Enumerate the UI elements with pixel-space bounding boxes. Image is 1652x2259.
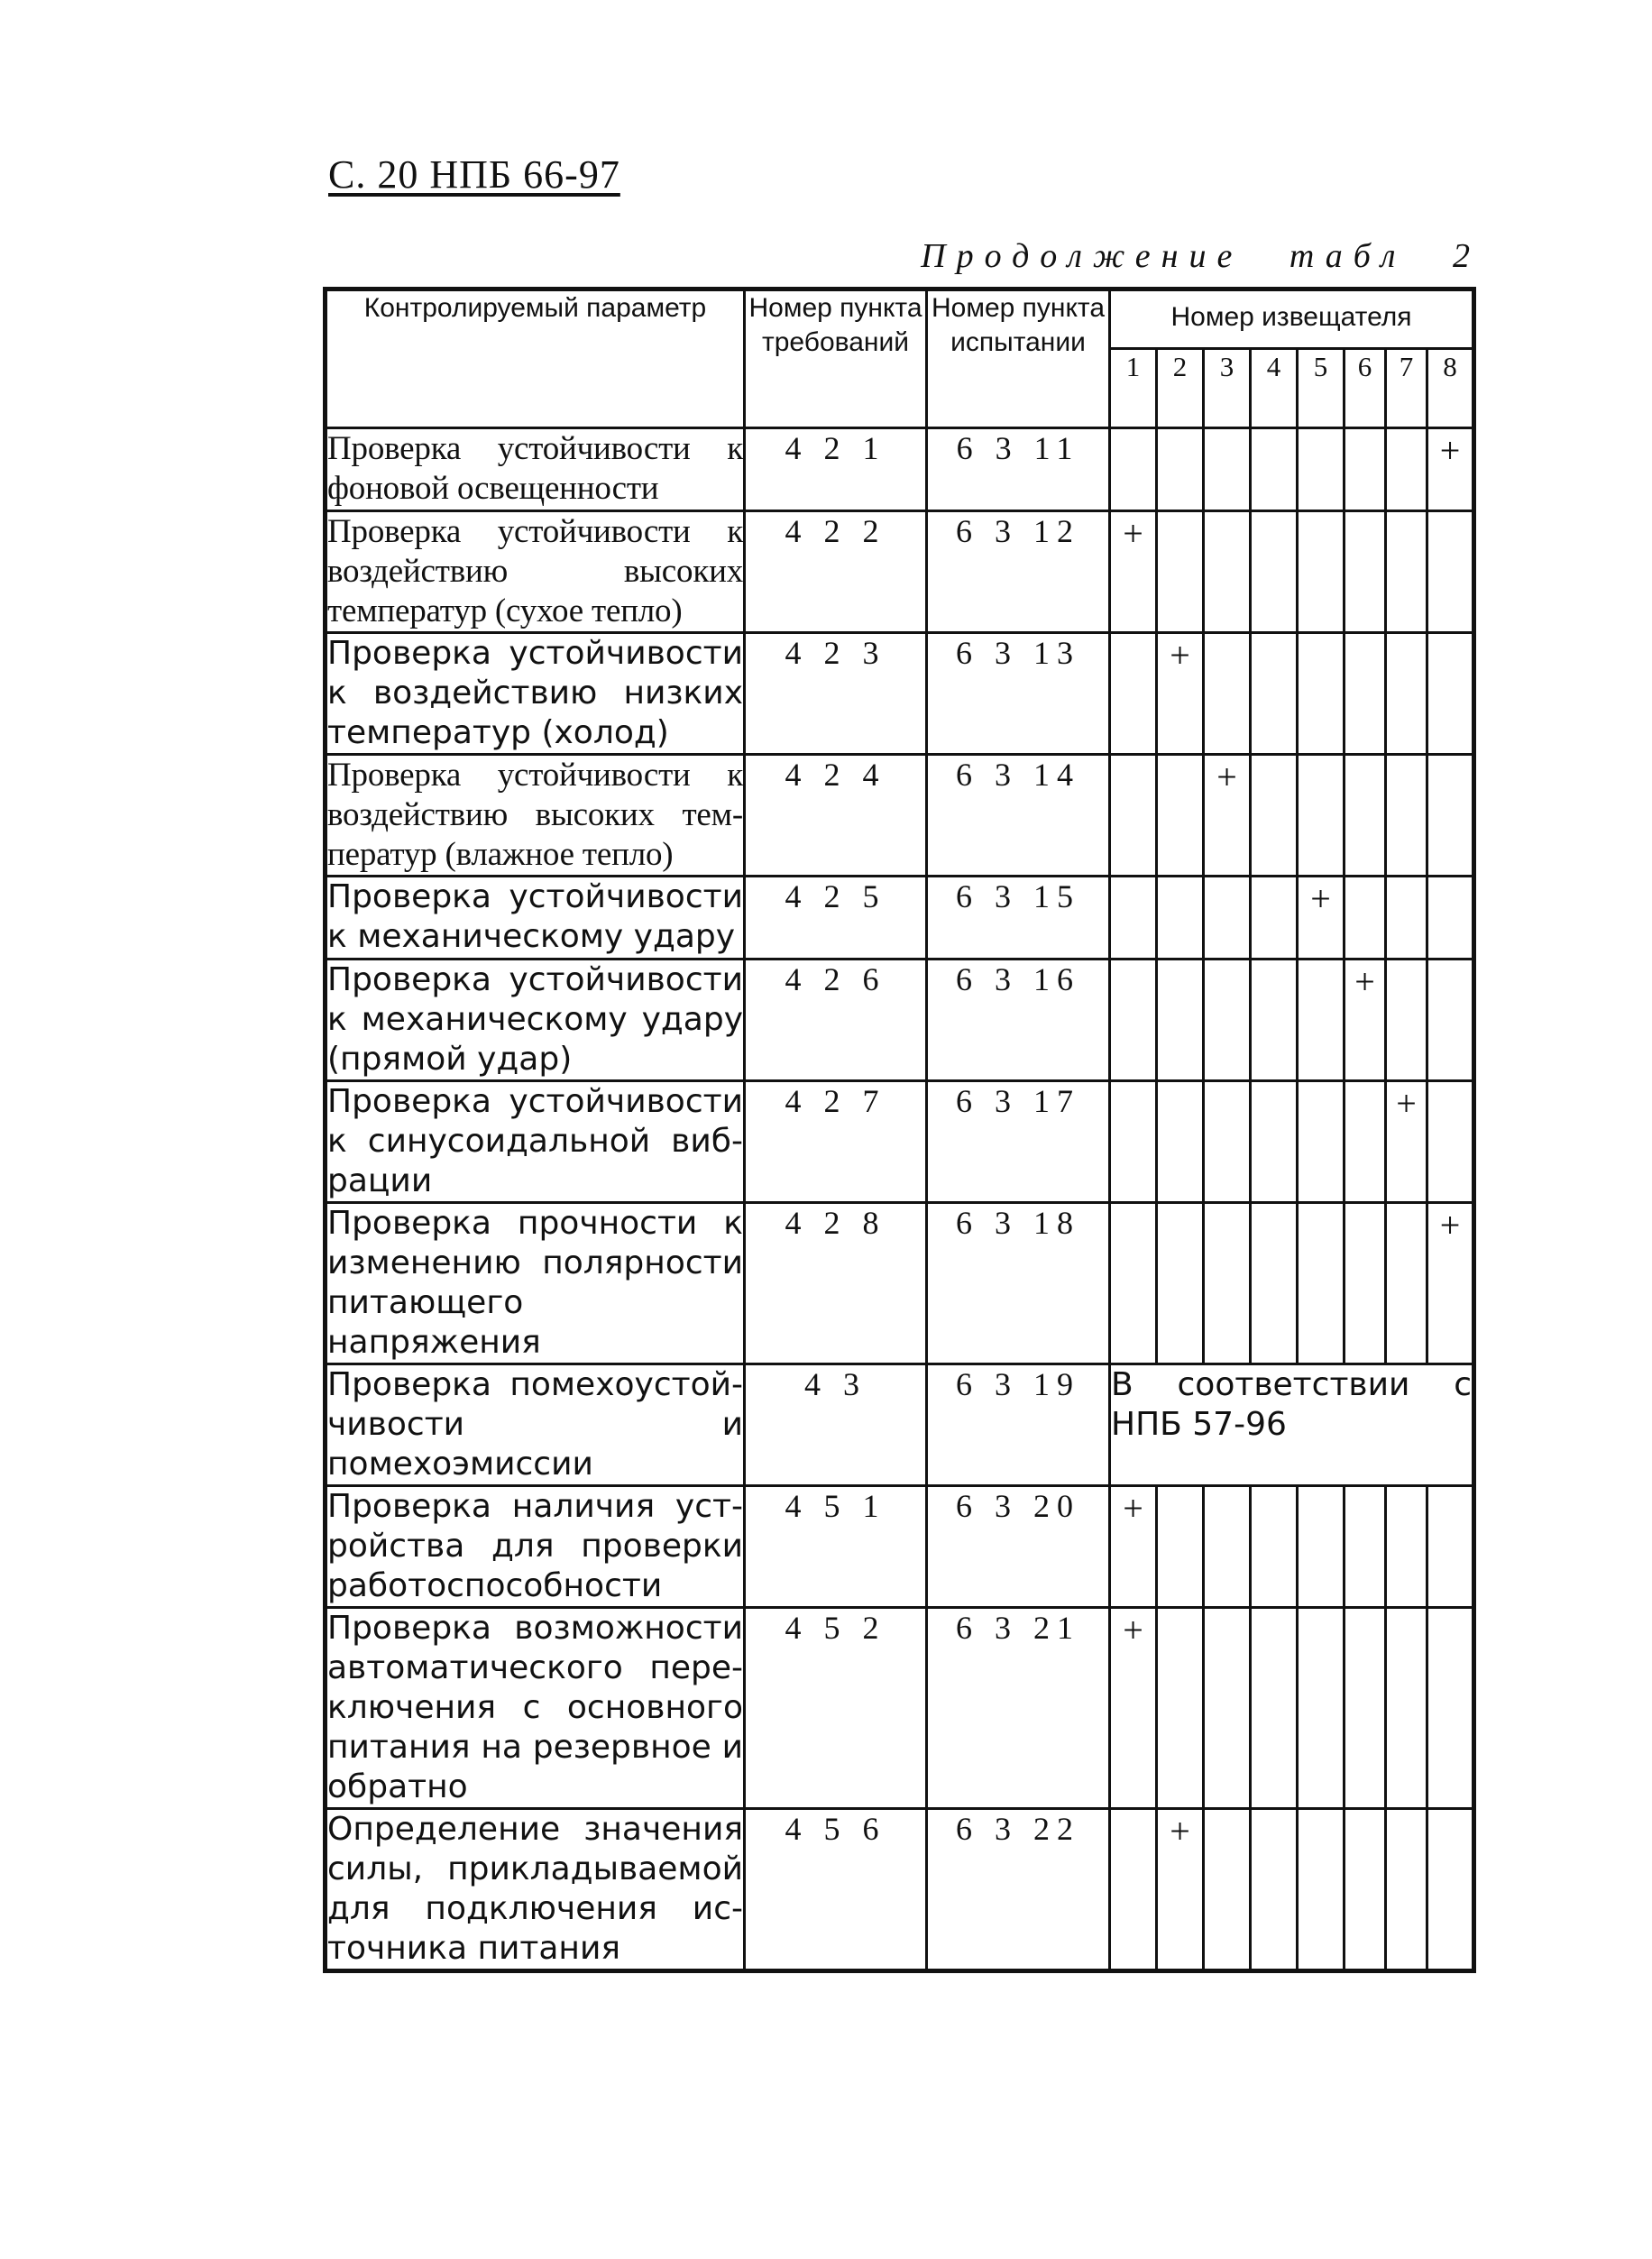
detector-5-mark: [1298, 1203, 1345, 1364]
parameter-cell: Проверка помехоустой-чивости и помехоэмиссии: [326, 1364, 745, 1486]
detector-8-mark: +: [1427, 1203, 1474, 1364]
detector-3-mark: [1204, 511, 1251, 633]
header-parameter: Контролируемый параметр: [326, 289, 745, 428]
detector-1-mark: +: [1110, 1608, 1157, 1809]
table-caption: Продолжение табл 2: [921, 237, 1481, 275]
requirement-item-cell: 4 3: [745, 1364, 927, 1486]
detector-6-mark: [1345, 1081, 1386, 1203]
detector-6-mark: [1345, 1809, 1386, 1971]
detector-5-mark: [1298, 1809, 1345, 1971]
test-item-cell: 6 3 22: [927, 1809, 1110, 1971]
requirement-item-cell: 4 2 8: [745, 1203, 927, 1364]
detector-8-mark: [1427, 1081, 1474, 1203]
parameter-cell: Проверка устойчивости к воздействию низких температур (холод): [326, 633, 745, 755]
detector-1-mark: +: [1110, 511, 1157, 633]
detector-5-mark: [1298, 755, 1345, 877]
detector-4-mark: [1251, 633, 1298, 755]
detector-2-mark: [1157, 1203, 1204, 1364]
detector-3-mark: [1204, 1809, 1251, 1971]
test-item-cell: 6 3 12: [927, 511, 1110, 633]
test-item-cell: 6 3 20: [927, 1486, 1110, 1608]
header-detector-8: 8: [1427, 349, 1474, 428]
detector-3-mark: [1204, 1203, 1251, 1364]
detector-1-mark: [1110, 877, 1157, 960]
detector-7-mark: [1386, 511, 1427, 633]
test-item-cell: 6 3 14: [927, 755, 1110, 877]
detector-4-mark: [1251, 960, 1298, 1081]
detector-7-mark: +: [1386, 1081, 1427, 1203]
test-item-cell: 6 3 11: [927, 428, 1110, 511]
detector-6-mark: [1345, 633, 1386, 755]
detector-5-mark: [1298, 1608, 1345, 1809]
detector-6-mark: [1345, 428, 1386, 511]
detector-8-mark: [1427, 960, 1474, 1081]
detector-2-mark: [1157, 1486, 1204, 1608]
page-header: С. 20 НПБ 66-97: [328, 152, 620, 197]
detector-8-mark: +: [1427, 428, 1474, 511]
table-row: [326, 633, 1474, 755]
test-item-cell: 6 3 19: [927, 1364, 1110, 1486]
detector-2-mark: +: [1157, 1809, 1204, 1971]
parameter-cell: Проверка возможности автоматического пере-ключения с основного питания на резервное и обратно: [326, 1608, 745, 1809]
detector-2-mark: [1157, 755, 1204, 877]
test-item-cell: 6 3 17: [927, 1081, 1110, 1203]
detector-3-mark: [1204, 1486, 1251, 1608]
detector-4-mark: [1251, 428, 1298, 511]
detector-7-mark: [1386, 1486, 1427, 1608]
detector-8-mark: [1427, 633, 1474, 755]
detector-5-mark: [1298, 428, 1345, 511]
table-row: [326, 1608, 1474, 1809]
detector-3-mark: [1204, 960, 1251, 1081]
table-row: [326, 428, 1474, 511]
detector-4-mark: [1251, 877, 1298, 960]
table-row: [326, 1364, 1474, 1486]
detector-7-mark: [1386, 877, 1427, 960]
requirement-item-cell: 4 5 6: [745, 1809, 927, 1971]
test-item-cell: 6 3 18: [927, 1203, 1110, 1364]
header-detector-1: 1: [1110, 349, 1157, 428]
detector-5-mark: [1298, 960, 1345, 1081]
detector-6-mark: [1345, 1486, 1386, 1608]
requirement-item-cell: 4 2 4: [745, 755, 927, 877]
detector-6-mark: [1345, 511, 1386, 633]
parameter-cell: Проверка устойчивости к механическому удару (прямой удар): [326, 960, 745, 1081]
requirement-item-cell: 4 2 6: [745, 960, 927, 1081]
header-detector-7: 7: [1386, 349, 1427, 428]
note-word: соответствии: [1177, 1366, 1410, 1403]
detector-5-mark: [1298, 633, 1345, 755]
detector-2-mark: [1157, 428, 1204, 511]
detector-3-mark: [1204, 1608, 1251, 1809]
detector-4-mark: [1251, 511, 1298, 633]
detector-1-mark: [1110, 1809, 1157, 1971]
table-row: [326, 877, 1474, 960]
detector-1-mark: [1110, 960, 1157, 1081]
table-row: [326, 1809, 1474, 1971]
table-row: [326, 511, 1474, 633]
detector-2-mark: [1157, 960, 1204, 1081]
requirement-item-cell: 4 5 2: [745, 1608, 927, 1809]
table-row: [326, 755, 1474, 877]
parameter-cell: Проверка прочности к изменению полярности питающего напряжения: [326, 1203, 745, 1364]
detector-7-mark: [1386, 960, 1427, 1081]
requirement-item-cell: 4 2 2: [745, 511, 927, 633]
header-detector-2: 2: [1157, 349, 1204, 428]
detector-6-mark: [1345, 1203, 1386, 1364]
header-detector-group: Номер извещателя: [1110, 289, 1474, 349]
parameter-cell: Определение значения силы, прикладываемой для подключения ис-точника питания: [326, 1809, 745, 1971]
header-detector-5: 5: [1298, 349, 1345, 428]
detector-1-mark: +: [1110, 1486, 1157, 1608]
parameter-cell: Проверка устойчивости к механическому удару: [326, 877, 745, 960]
parameter-cell: Проверка устойчивости к фоновой освещенности: [326, 428, 745, 511]
detector-1-mark: [1110, 1203, 1157, 1364]
parameter-cell: Проверка наличия уст-ройства для проверки работоспособности: [326, 1486, 745, 1608]
detector-5-mark: +: [1298, 877, 1345, 960]
requirements-table: [323, 287, 1476, 1973]
detector-2-mark: [1157, 1608, 1204, 1809]
detector-8-mark: [1427, 877, 1474, 960]
parameter-cell: Проверка устойчивости к синусоидальной виб-рации: [326, 1081, 745, 1203]
detector-7-mark: [1386, 1809, 1427, 1971]
detector-7-mark: [1386, 1203, 1427, 1364]
note-standard-ref: НПБ 57-96: [1111, 1406, 1287, 1443]
requirement-item-cell: 4 2 7: [745, 1081, 927, 1203]
detector-3-mark: [1204, 1081, 1251, 1203]
compliance-note: [1110, 1364, 1474, 1486]
test-item-cell: 6 3 21: [927, 1608, 1110, 1809]
detector-8-mark: [1427, 1486, 1474, 1608]
table-row: [326, 960, 1474, 1081]
detector-7-mark: [1386, 633, 1427, 755]
detector-1-mark: [1110, 633, 1157, 755]
table-row: [326, 1081, 1474, 1203]
detector-8-mark: [1427, 1809, 1474, 1971]
detector-7-mark: [1386, 428, 1427, 511]
header-test-item: Номер пункта испытании: [927, 289, 1110, 428]
detector-6-mark: +: [1345, 960, 1386, 1081]
detector-7-mark: [1386, 755, 1427, 877]
detector-3-mark: [1204, 633, 1251, 755]
detector-2-mark: [1157, 511, 1204, 633]
detector-6-mark: [1345, 755, 1386, 877]
detector-2-mark: +: [1157, 633, 1204, 755]
test-item-cell: 6 3 15: [927, 877, 1110, 960]
detector-2-mark: [1157, 1081, 1204, 1203]
detector-1-mark: [1110, 428, 1157, 511]
requirement-item-cell: 4 2 5: [745, 877, 927, 960]
detector-4-mark: [1251, 1081, 1298, 1203]
detector-1-mark: [1110, 1081, 1157, 1203]
note-word: с: [1454, 1366, 1473, 1403]
parameter-cell: Проверка устойчивости к воздействию высоких температур (сухое тепло): [326, 511, 745, 633]
detector-1-mark: [1110, 755, 1157, 877]
detector-6-mark: [1345, 877, 1386, 960]
test-item-cell: 6 3 13: [927, 633, 1110, 755]
requirement-item-cell: 4 5 1: [745, 1486, 927, 1608]
detector-6-mark: [1345, 1608, 1386, 1809]
detector-3-mark: [1204, 877, 1251, 960]
table-row: [326, 1486, 1474, 1608]
header-detector-6: 6: [1345, 349, 1386, 428]
note-word: В: [1111, 1366, 1133, 1403]
parameter-cell: Проверка устойчивости к воздействию высоких тем-ператур (влажное тепло): [326, 755, 745, 877]
test-item-cell: 6 3 16: [927, 960, 1110, 1081]
detector-5-mark: [1298, 1081, 1345, 1203]
detector-8-mark: [1427, 511, 1474, 633]
detector-4-mark: [1251, 1203, 1298, 1364]
detector-8-mark: [1427, 755, 1474, 877]
detector-3-mark: [1204, 428, 1251, 511]
header-detector-4: 4: [1251, 349, 1298, 428]
detector-3-mark: +: [1204, 755, 1251, 877]
detector-5-mark: [1298, 511, 1345, 633]
detector-8-mark: [1427, 1608, 1474, 1809]
detector-5-mark: [1298, 1486, 1345, 1608]
table-row: [326, 1203, 1474, 1364]
detector-4-mark: [1251, 1486, 1298, 1608]
detector-4-mark: [1251, 755, 1298, 877]
detector-7-mark: [1386, 1608, 1427, 1809]
detector-4-mark: [1251, 1608, 1298, 1809]
requirement-item-cell: 4 2 3: [745, 633, 927, 755]
header-requirement-item: Номер пункта требований: [745, 289, 927, 428]
detector-4-mark: [1251, 1809, 1298, 1971]
detector-2-mark: [1157, 877, 1204, 960]
header-detector-3: 3: [1204, 349, 1251, 428]
requirement-item-cell: 4 2 1: [745, 428, 927, 511]
